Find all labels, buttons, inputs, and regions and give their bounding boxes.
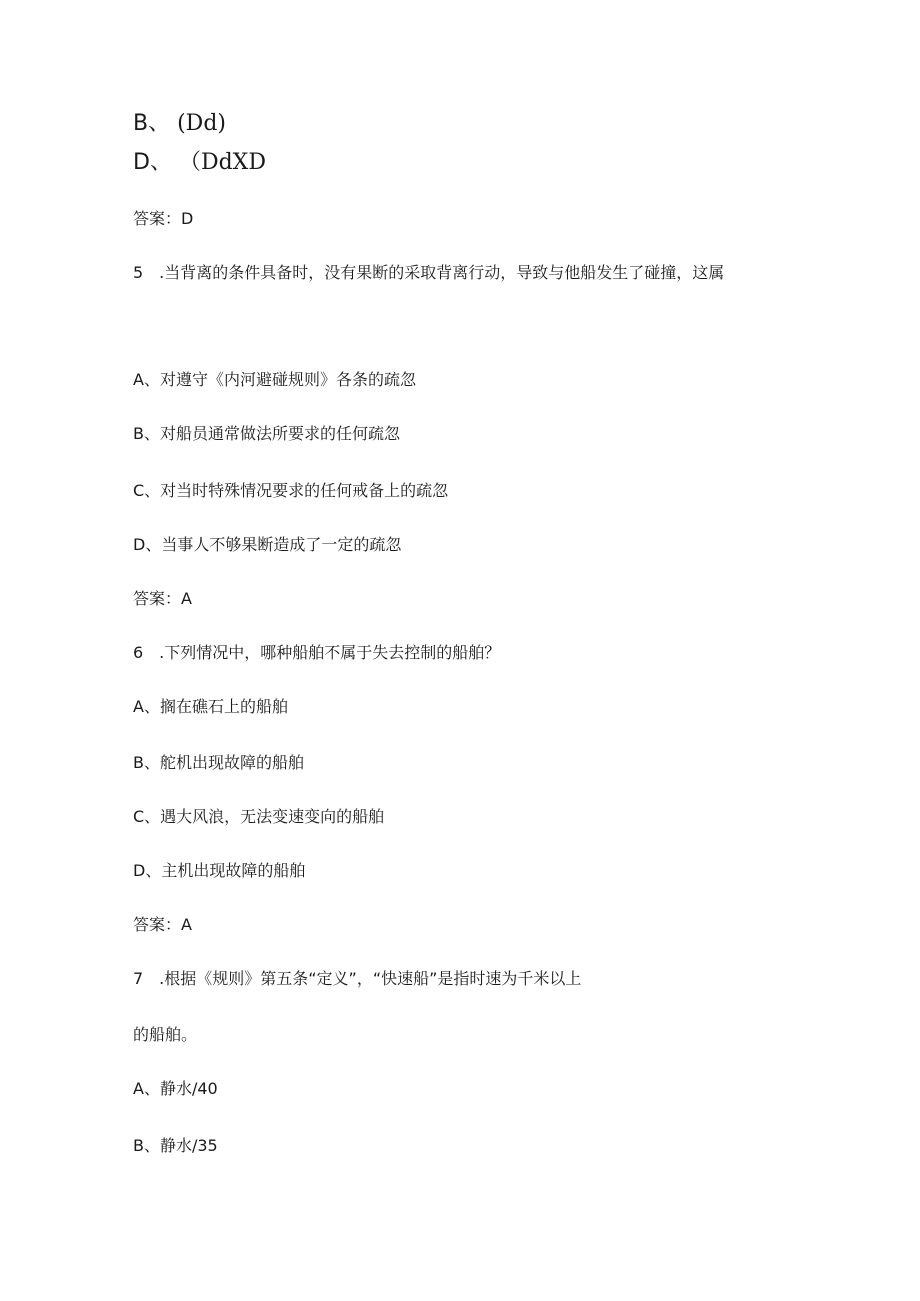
q5-option-d: D、当事人不够果断造成了一定的疏忽 [133,535,402,554]
prev-option-d-text: （DdXD [178,150,266,175]
q6-option-d: D、主机出现故障的船舶 [133,861,306,880]
q7-option-a: A、静水/40 [133,1079,218,1098]
prev-option-d-prefix: D、 [133,150,172,175]
q7-option-b: B、静水/35 [133,1136,218,1155]
prev-answer: 答案：D [133,209,194,228]
q6-option-c: C、遇大风浪，无法变速变向的船舶 [133,807,385,826]
prev-option-d [133,149,266,177]
q7-stem-continuation: 的船舶。 [133,1025,198,1044]
q6-answer: 答案：A [133,915,192,934]
q7-stem: 7 .根据《规则》第五条“定义”，“快速船”是指时速为千米以上 [133,969,582,988]
q5-option-b: B、对船员通常做法所要求的任何疏忽 [133,424,400,443]
q5-option-a: A、对遵守《内河避碰规则》各条的疏忽 [133,370,416,389]
q6-stem: 6 .下列情况中，哪种船舶不属于失去控制的船舶？ [133,643,501,662]
prev-option-b [133,110,226,138]
prev-option-b-text: (Dd) [177,111,226,136]
q5-option-c: C、对当时特殊情况要求的任何戒备上的疏忽 [133,481,449,500]
prev-option-b-prefix: B、 [133,111,171,136]
q5-answer: 答案：A [133,589,192,608]
q6-option-b: B、舵机出现故障的船舶 [133,753,304,772]
q6-option-a: A、搁在礁石上的船舶 [133,697,288,716]
q5-stem: 5 .当背离的条件具备时，没有果断的采取背离行动，导致与他船发生了碰撞，这属 [133,263,725,282]
